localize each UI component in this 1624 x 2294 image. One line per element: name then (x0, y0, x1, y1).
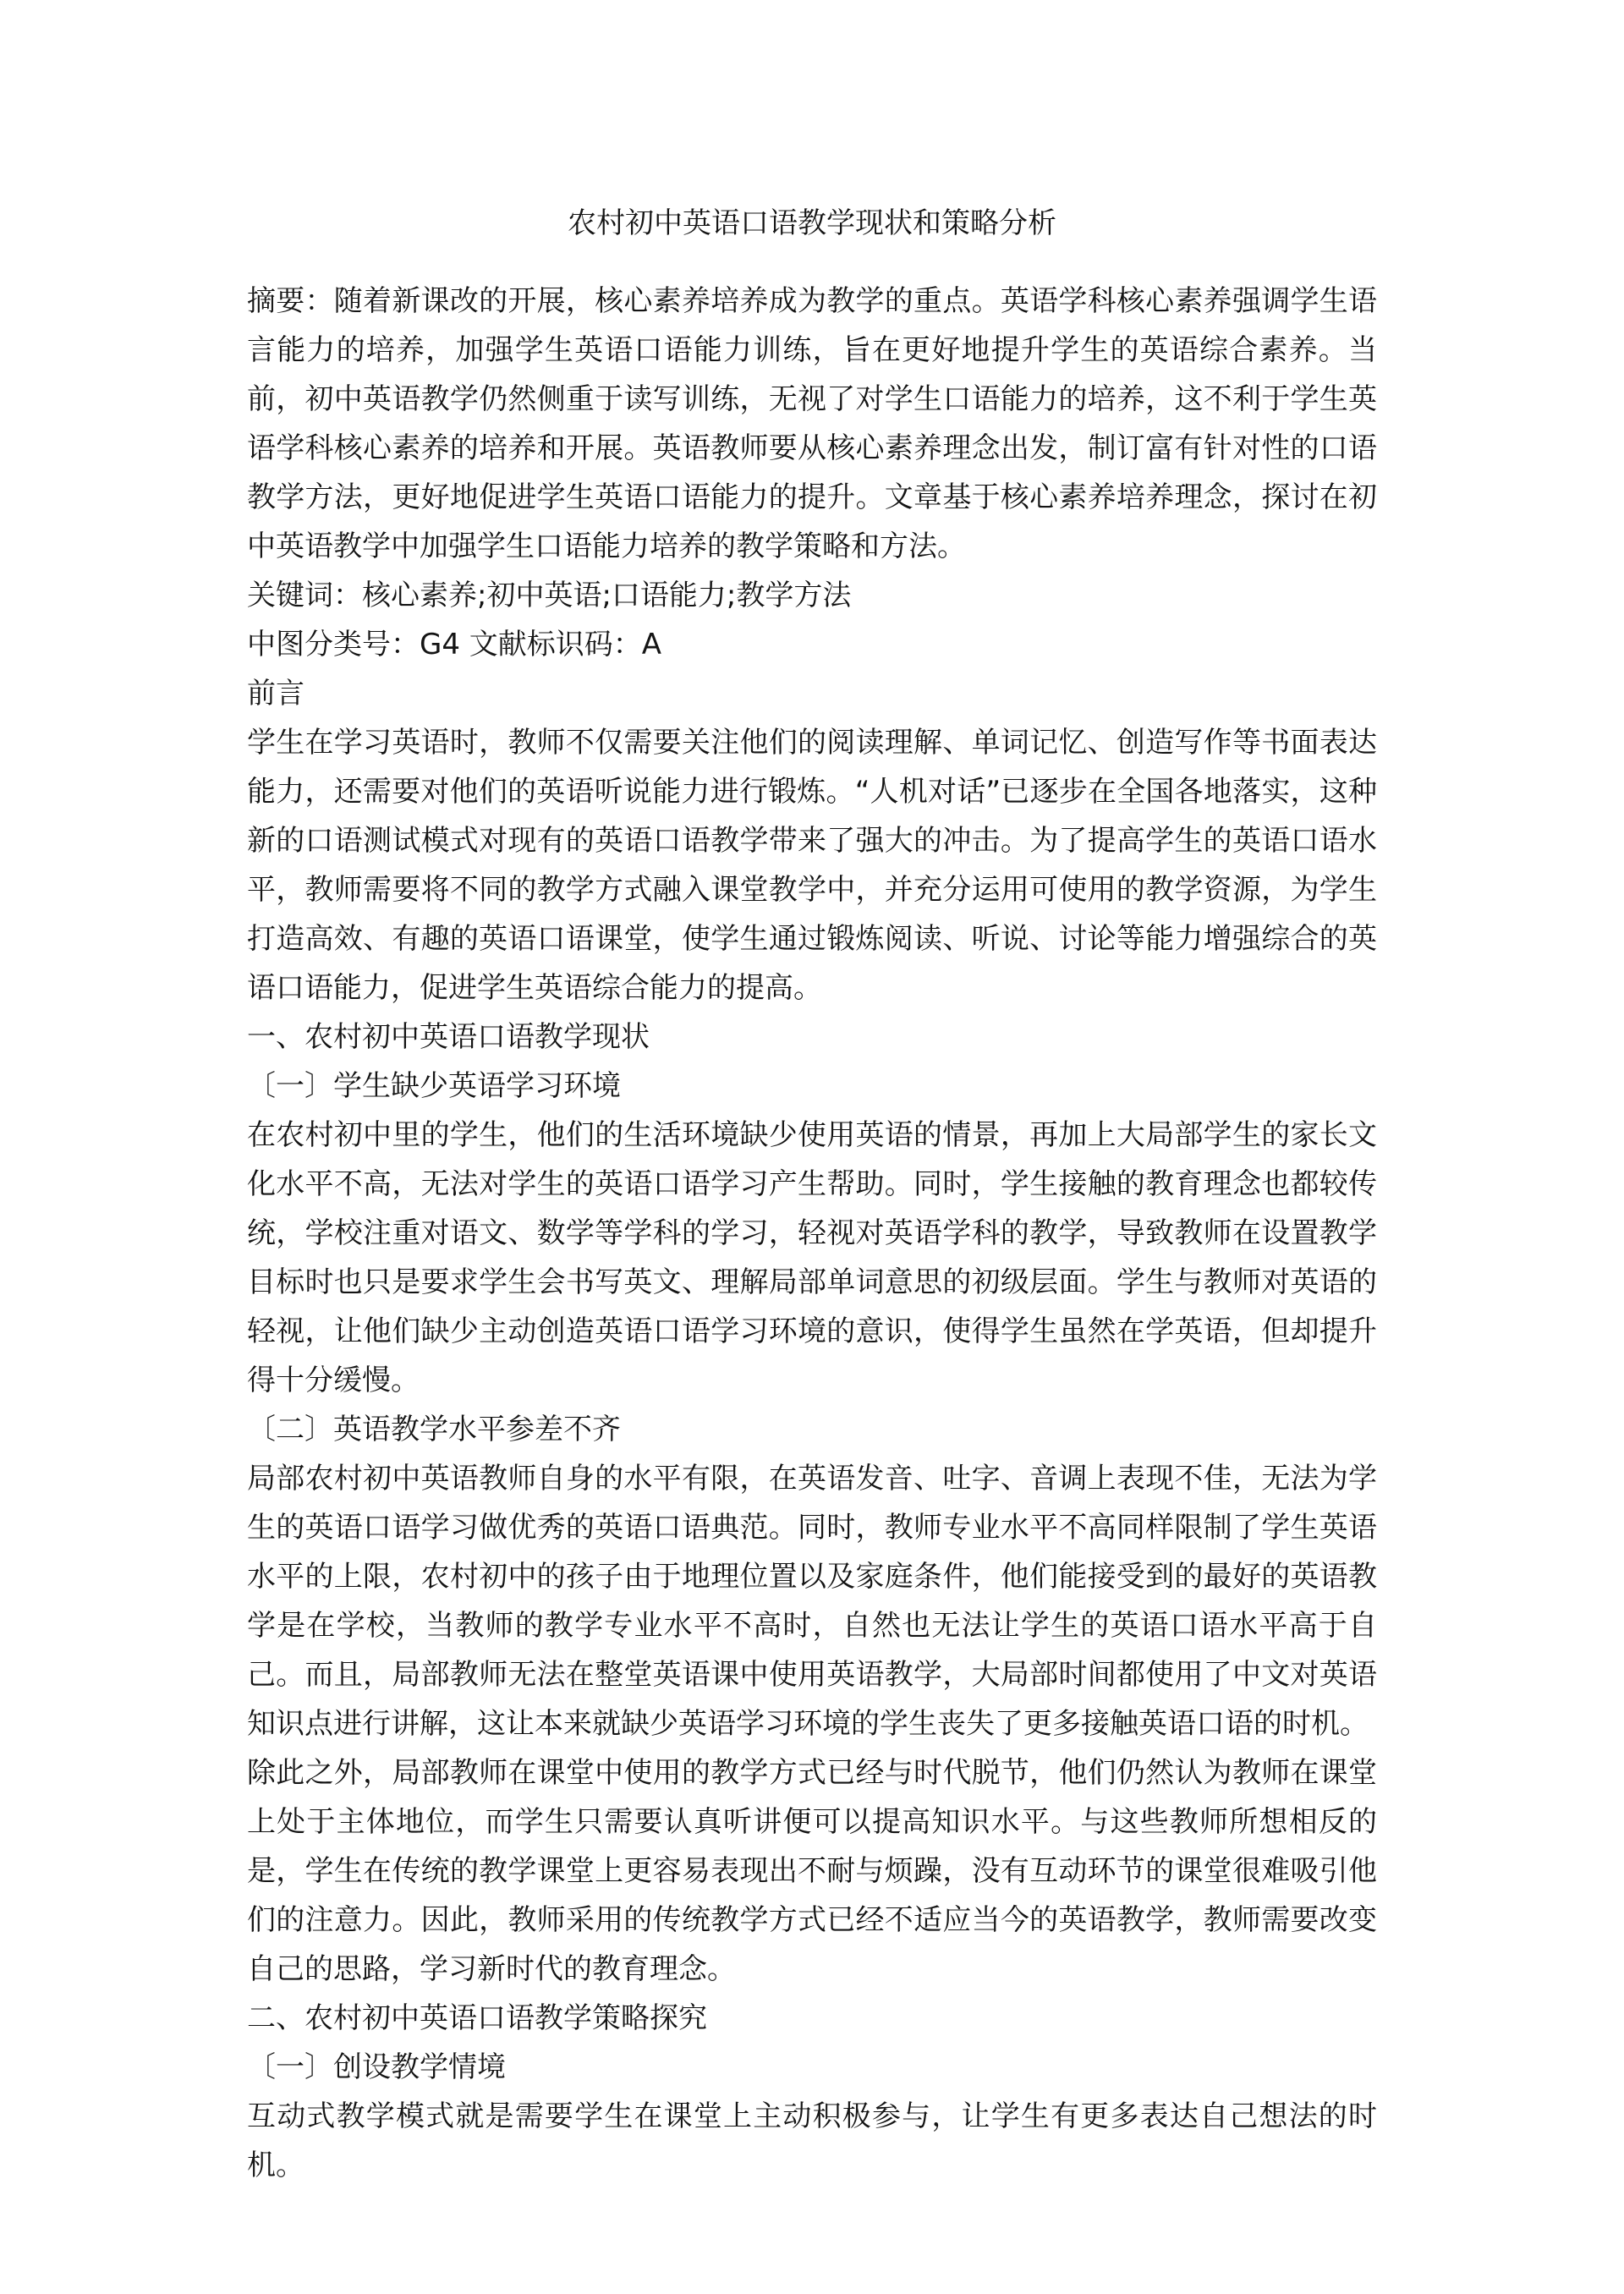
abstract-paragraph: 摘要：随着新课改的开展，核心素养培养成为教学的重点。英语学科核心素养强调学生语言能力的培养，加强学生英语口语能力训练，旨在更好地提升学生的英语综合素养。当前，初中英语教学仍然侧重于读写训练，无视了对学生口语能力的培养，这不利于学生英语学科核心素养的培养和开展。英语教师要从核心素养理念出发，制订富有针对性的口语教学方法，更好地促进学生英语口语能力的提升。文章基于核心素养培养理念，探讨在初中英语教学中加强学生口语能力培养的教学策略和方法。 (247, 284, 1377, 563)
section1-sub2-paragraph-2: 除此之外，局部教师在课堂中使用的教学方式已经与时代脱节，他们仍然认为教师在课堂上处于主体地位，而学生只需要认真听讲便可以提高知识水平。与这些教师所想相反的是，学生在传统的教学课堂上更容易表现出不耐与烦躁，没有互动环节的课堂很难吸引他们的注意力。因此，教师采用的传统教学方式已经不适应当今的英语教学，教师需要改变自己的思路，学习新时代的教育理念。 (247, 1756, 1377, 1986)
section1-heading: 一、农村初中英语口语教学现状 (247, 1020, 650, 1054)
preface-paragraph: 学生在学习英语时，教师不仅需要关注他们的阅读理解、单词记忆、创造写作等书面表达能力，还需要对他们的英语听说能力进行锻炼。“人机对话”已逐步在全国各地落实，这种新的口语测试模式对现有的英语口语教学带来了强大的冲击。为了提高学生的英语口语水平，教师需要将不同的教学方式融入课堂教学中，并充分运用可使用的教学资源，为学生打造高效、有趣的英语口语课堂，使学生通过锻炼阅读、听说、讨论等能力增强综合的英语口语能力，促进学生英语综合能力的提高。 (247, 726, 1377, 1005)
section2-heading: 二、农村初中英语口语教学策略探究 (247, 2001, 707, 2035)
section1-sub1-heading: 〔一〕学生缺少英语学习环境 (247, 1069, 621, 1103)
classification-line: 中图分类号：G4 文献标识码：A (247, 628, 662, 661)
document-title: 农村初中英语口语教学现状和策略分析 (568, 206, 1056, 240)
section1-sub2-heading: 〔二〕英语教学水平参差不齐 (247, 1413, 621, 1446)
keywords-line: 关键词：核心素养;初中英语;口语能力;教学方法 (247, 579, 852, 612)
section1-sub1-paragraph: 在农村初中里的学生，他们的生活环境缺少使用英语的情景，再加上大局部学生的家长文化水平不高，无法对学生的英语口语学习产生帮助。同时，学生接触的教育理念也都较传统，学校注重对语文、数学等学科的学习，轻视对英语学科的教学，导致教师在设置教学目标时也只是要求学生会书写英文、理解局部单词意思的初级层面。学生与教师对英语的轻视，让他们缺少主动创造英语口语学习环境的意识，使得学生虽然在学英语，但却提升得十分缓慢。 (247, 1118, 1377, 1397)
document-body (247, 277, 1377, 2190)
preface-heading: 前言 (247, 677, 304, 711)
section2-sub1-heading: 〔一〕创设教学情境 (247, 2050, 506, 2084)
section1-sub2-paragraph-1: 局部农村初中英语教师自身的水平有限，在英语发音、吐字、音调上表现不佳，无法为学生的英语口语学习做优秀的英语口语典范。同时，教师专业水平不高同样限制了学生英语水平的上限，农村初中的孩子由于地理位置以及家庭条件，他们能接受到的最好的英语教学是在学校，当教师的教学专业水平不高时，自然也无法让学生的英语口语水平高于自己。而且，局部教师无法在整堂英语课中使用英语教学，大局部时间都使用了中文对英语知识点进行讲解，这让本来就缺少英语学习环境的学生丧失了更多接触英语口语的时机。 (247, 1462, 1377, 1741)
section2-sub1-paragraph: 互动式教学模式就是需要学生在课堂上主动积极参与，让学生有更多表达自己想法的时机。 (247, 2099, 1377, 2182)
